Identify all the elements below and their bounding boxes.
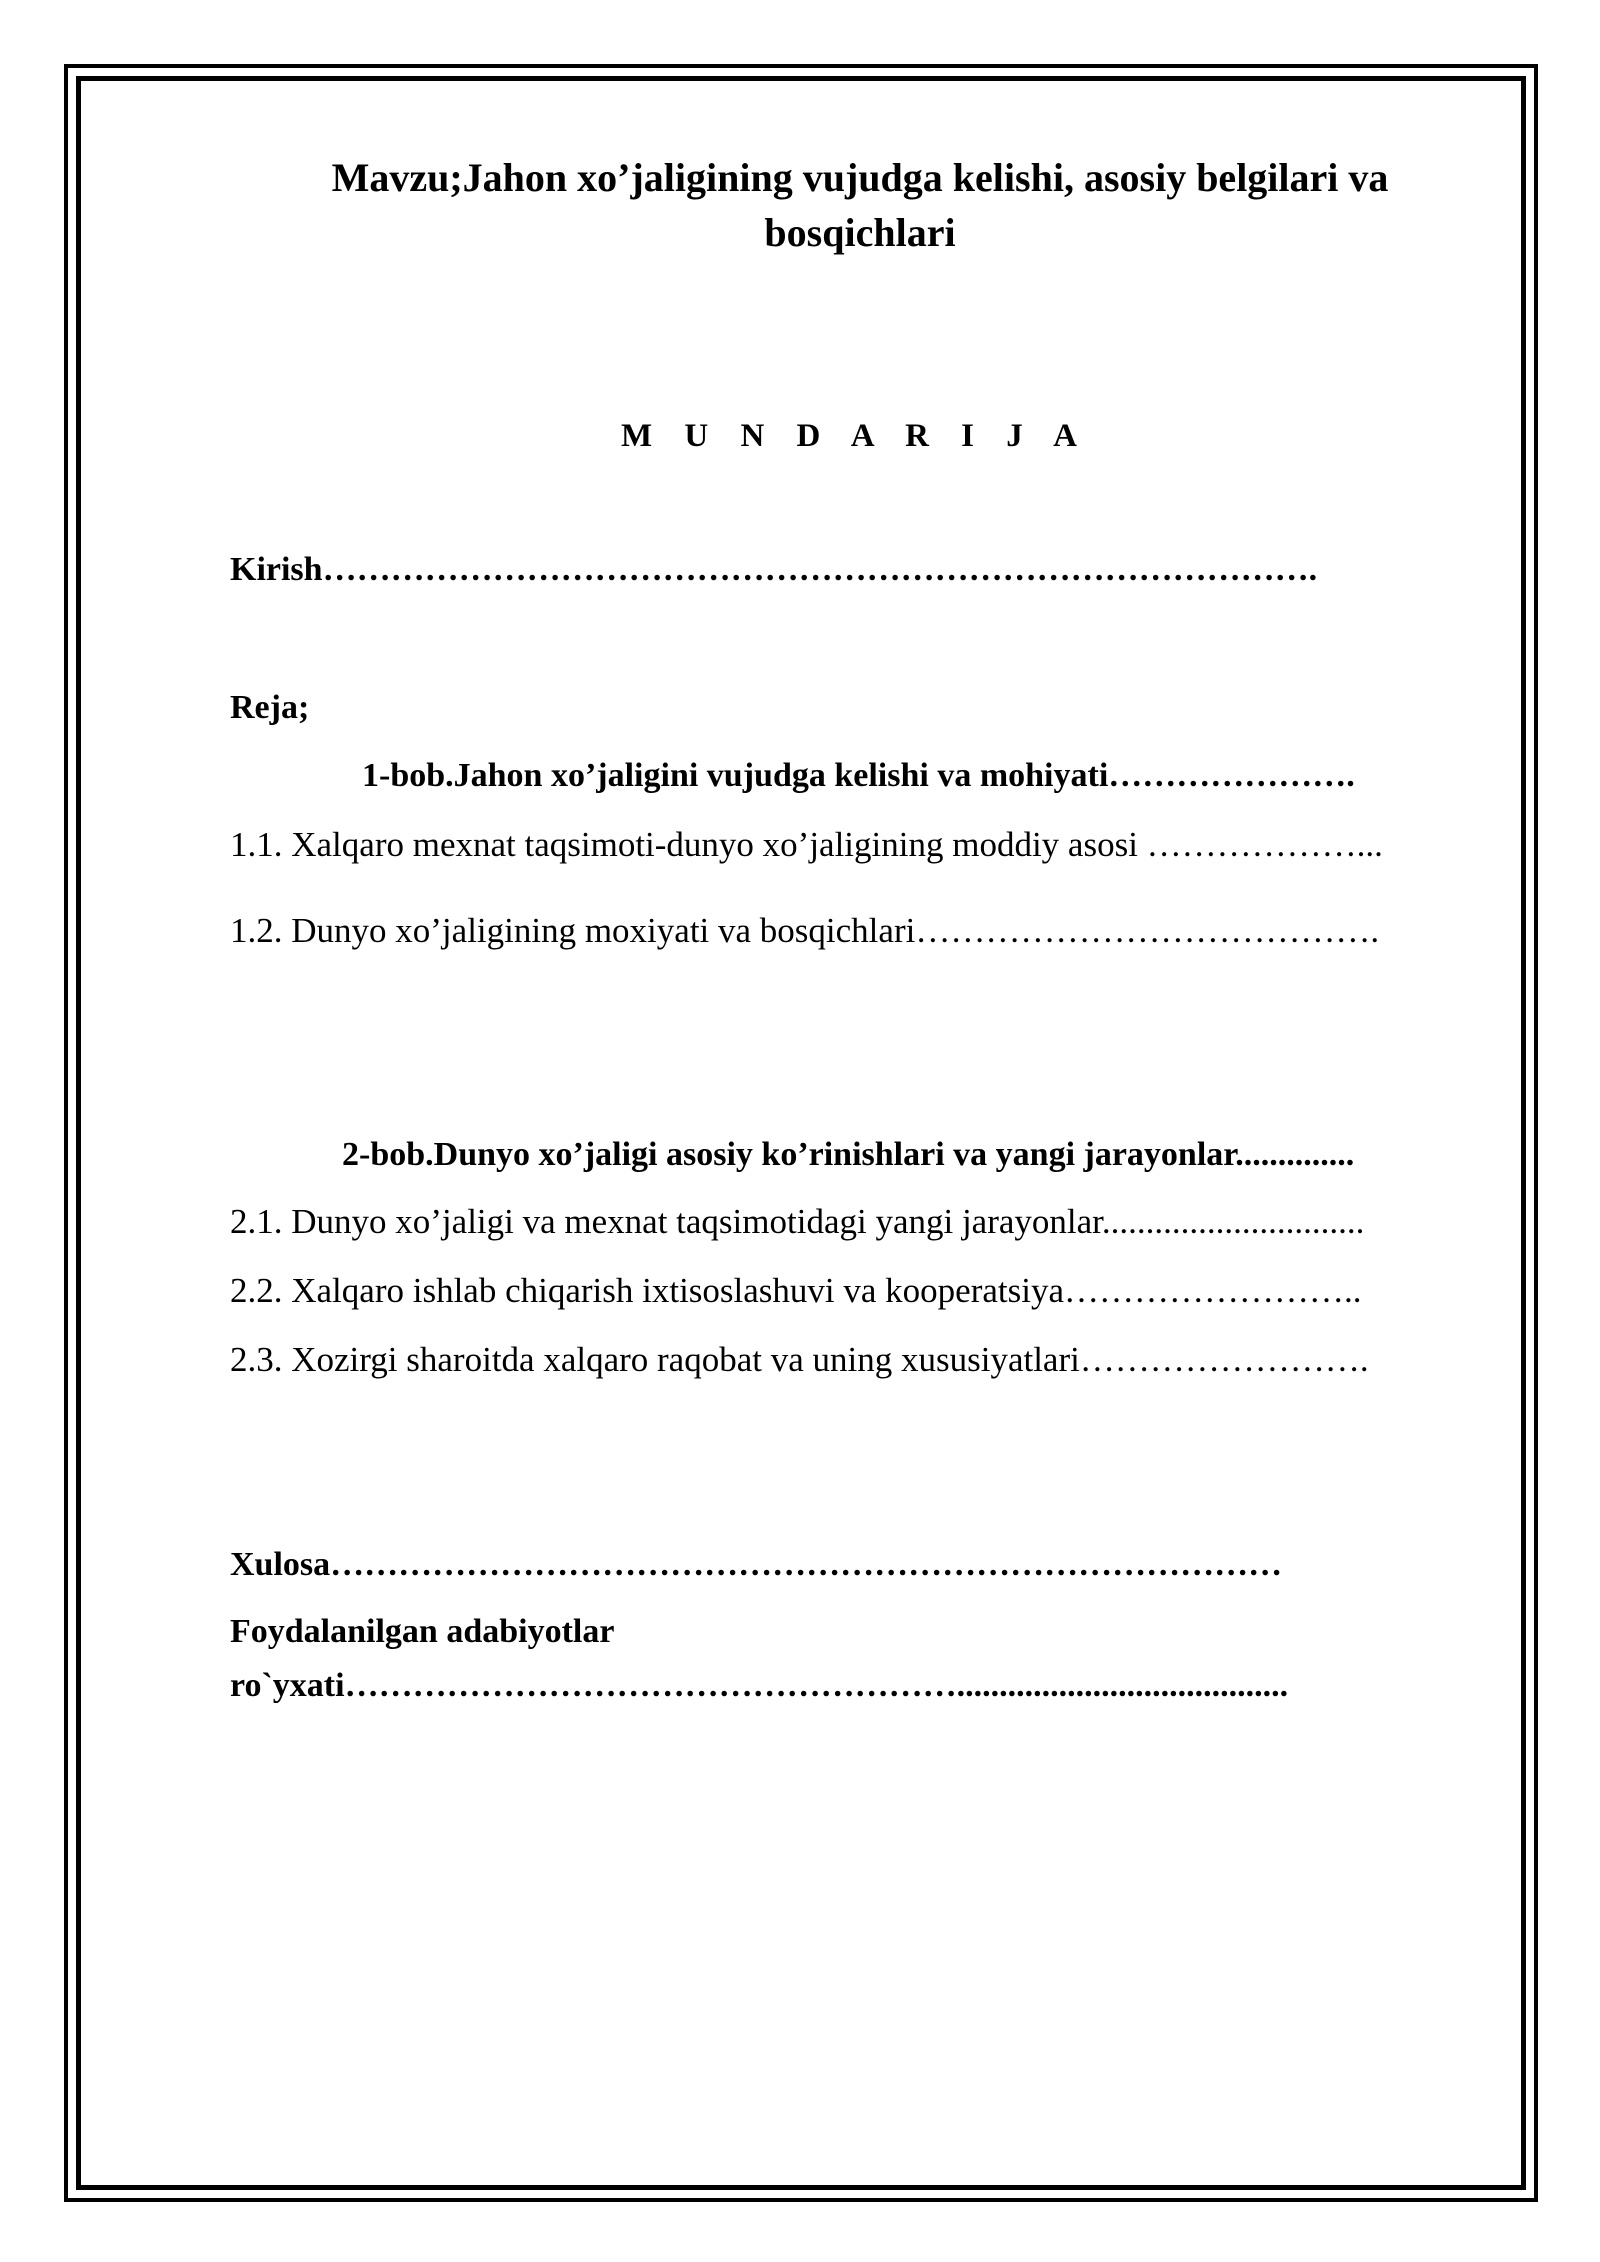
document-title: [230, 150, 1490, 260]
document-title-line-2: bosqichlari: [764, 210, 956, 255]
document-title-line-1: Mavzu;Jahon xo’jaligining vujudga kelishi, asosiy belgilari va: [331, 155, 1389, 200]
toc-section-1-1: 1.1. Xalqaro mexnat taqsimoti-dunyo xo’jaligining moddiy asosi ………………...: [230, 825, 1383, 864]
toc-section-2-1: 2.1. Dunyo xo’jaligi va mexnat taqsimotidagi yangi jarayonlar..............................: [230, 1202, 1365, 1241]
toc-section-2-3: 2.3. Xozirgi sharoitda xalqaro raqobat va uning xususiyatlari…………………….: [230, 1340, 1369, 1379]
toc-section-1-2: 1.2. Dunyo xo’jaligining moxiyati va bosqichlari………………………………….: [230, 911, 1380, 950]
toc-references-line-2: ro`yxati……………………………………………….......................................: [230, 1667, 1289, 1704]
toc-reja: Reja;: [230, 689, 310, 726]
toc-chapter-1-title: 1-bob.Jahon xo’jaligini vujudga kelishi va mohiyati………………….: [362, 757, 1355, 794]
contents-heading: M U N D A R I J A: [620, 418, 1090, 454]
toc-xulosa: Xulosa…………………………………………………………………………: [230, 1546, 1283, 1583]
toc-references-line-1: Foydalanilgan adabiyotlar: [230, 1613, 615, 1650]
toc-section-2-2: 2.2. Xalqaro ishlab chiqarish ixtisoslashuvi va kooperatsiya……………………..: [230, 1271, 1362, 1310]
page-border-inner: [76, 76, 1526, 2190]
toc-kirish: Kirish…………………………………………………………………………….: [230, 551, 1318, 588]
toc-chapter-2-title: 2-bob.Dunyo xo’jaligi asosiy ko’rinishlari va yangi jarayonlar..............: [342, 1136, 1355, 1173]
